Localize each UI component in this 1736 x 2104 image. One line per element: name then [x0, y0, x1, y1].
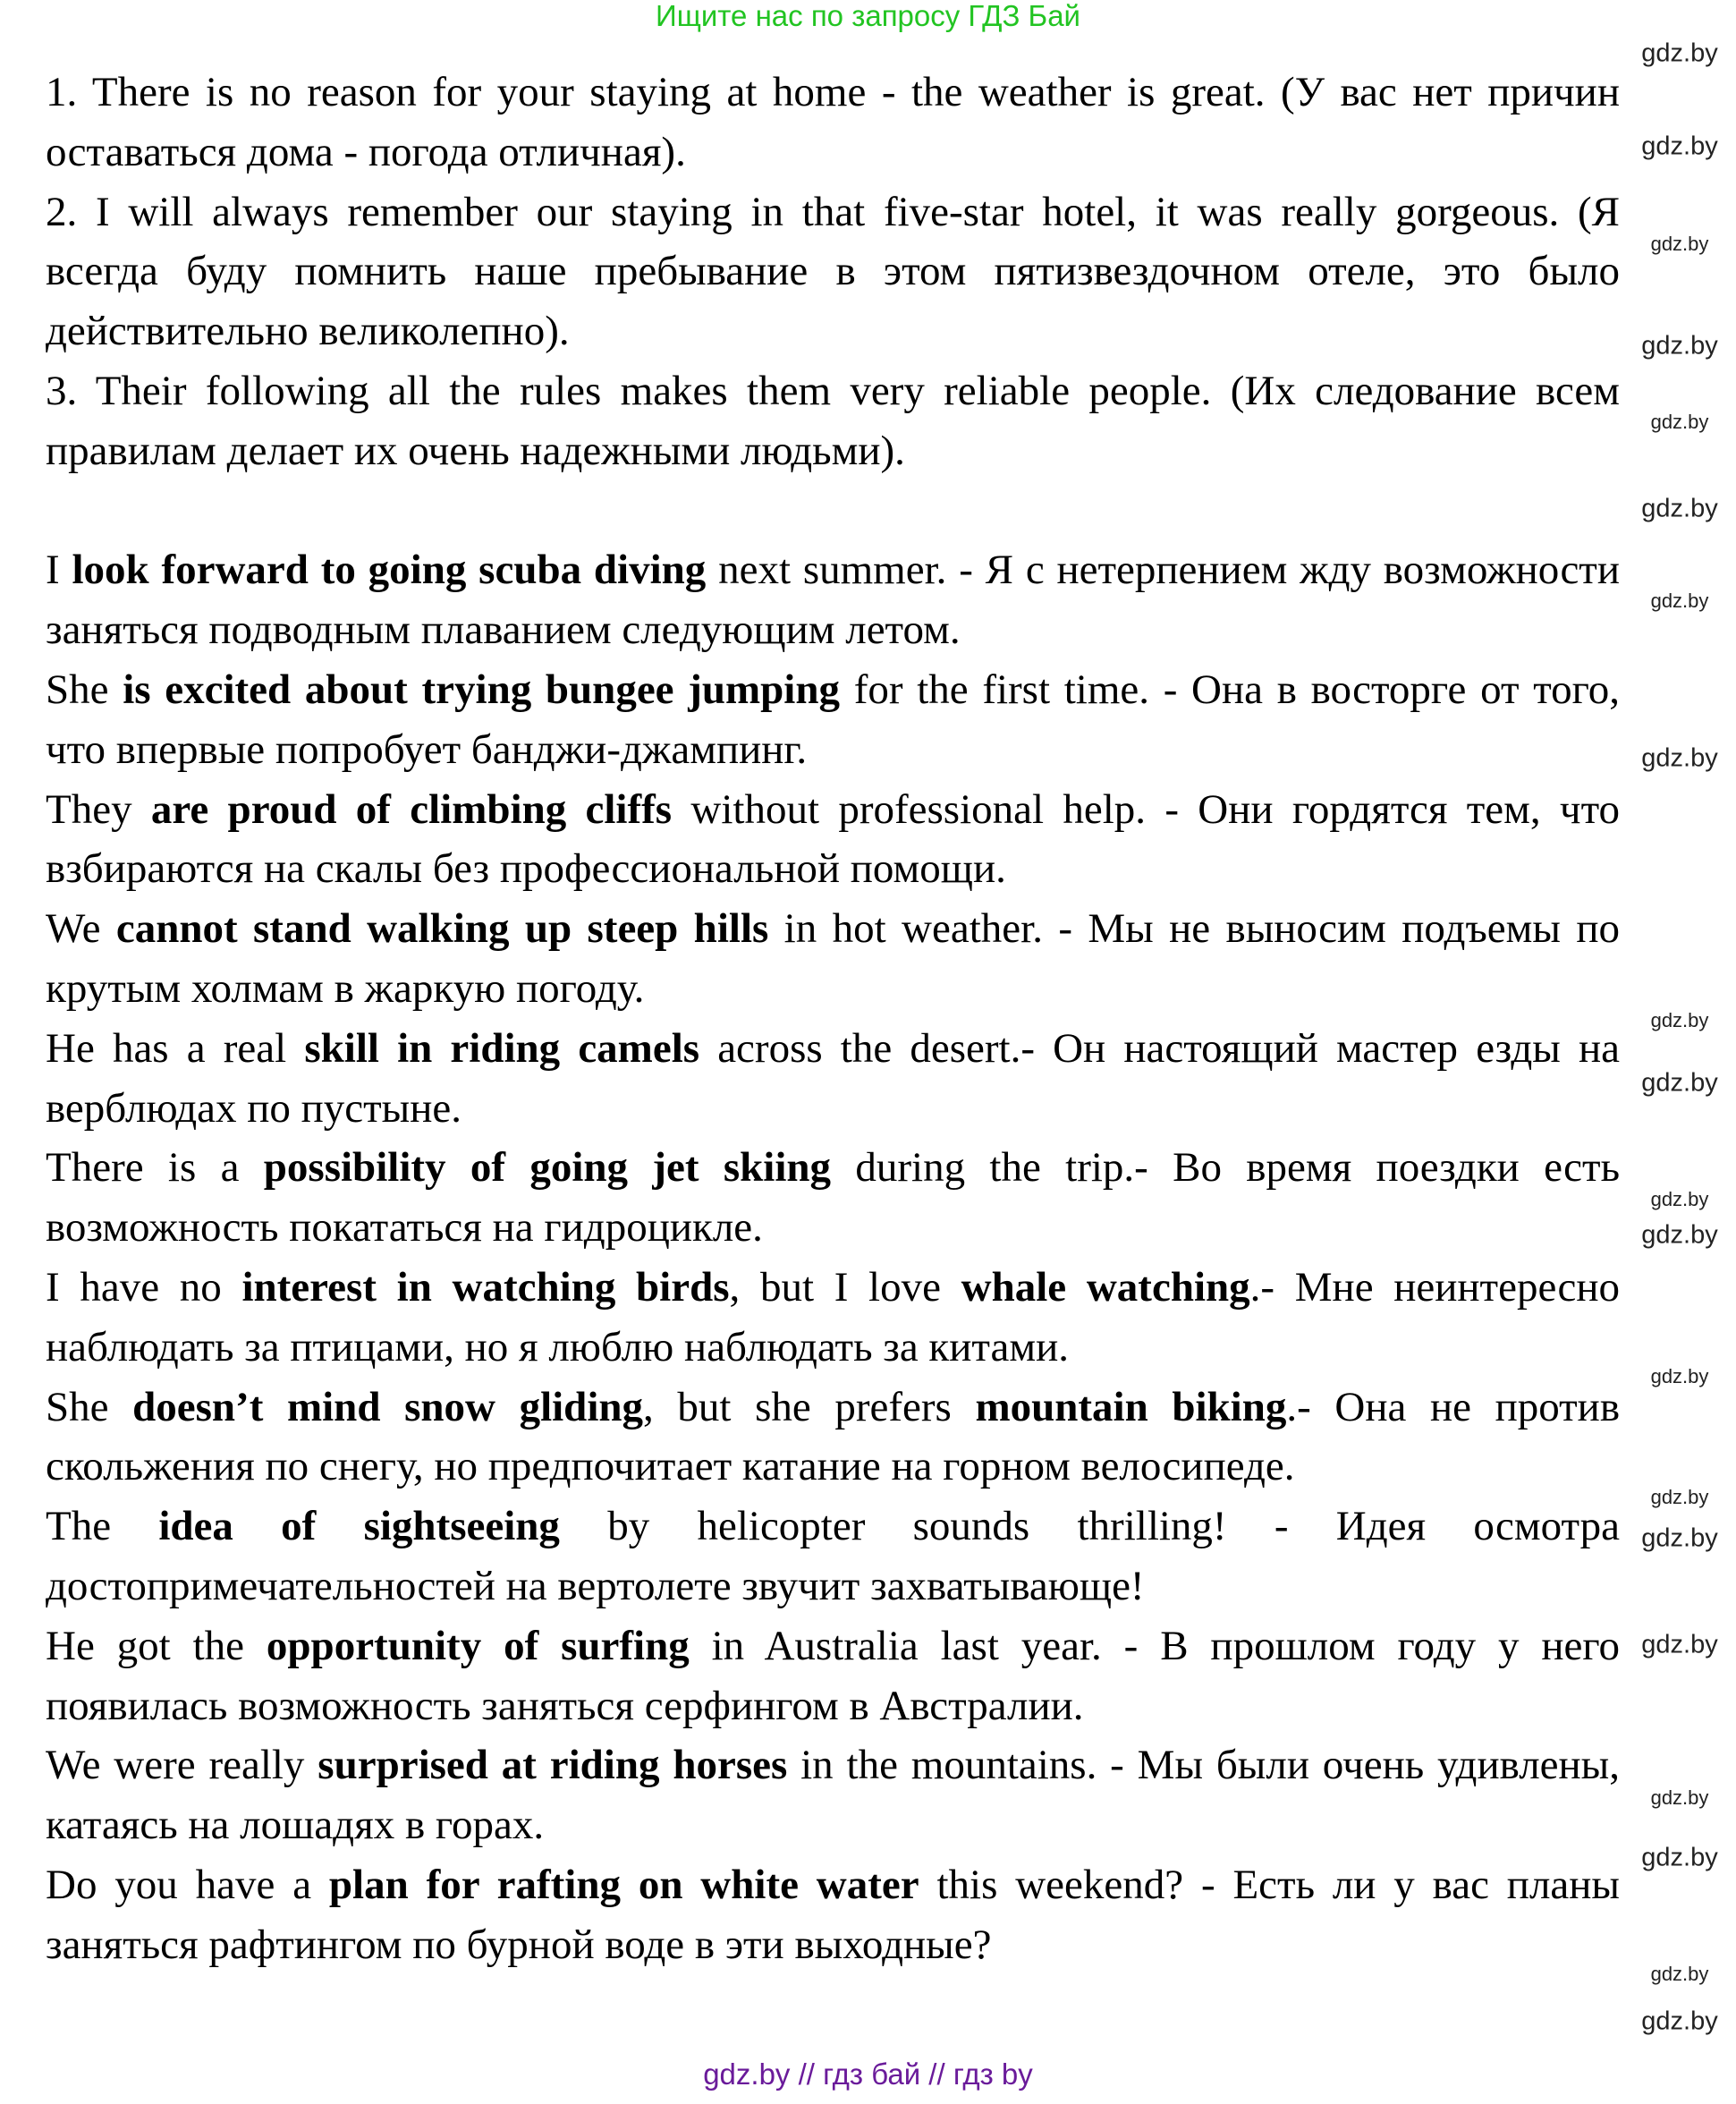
- highlighted-phrase: are proud of climbing cliffs: [150, 785, 673, 833]
- text-segment: He got the: [46, 1622, 267, 1669]
- text-segment: There is a: [46, 1144, 264, 1192]
- text-segment: 1. There is no reason for your staying at home - the weather is great. (У вас нет причин оставаться дома - погода отличная).: [46, 69, 1620, 175]
- search-hint-header: Ищите нас по запросу ГДЗ Бай: [656, 0, 1080, 32]
- text-segment: in hot weather. - Мы не выносим подъемы по крутым холмам в жаркую погоду.: [46, 905, 1620, 1012]
- highlighted-phrase: is excited about trying bungee jumping: [123, 666, 841, 713]
- text-segment: She: [46, 666, 123, 713]
- highlighted-phrase: mountain biking: [975, 1383, 1287, 1430]
- site-footer-link[interactable]: gdz.by // гдз бай // гдз by: [703, 2057, 1033, 2091]
- watermark: gdz.by: [1641, 494, 1718, 523]
- watermark: gdz.by: [1650, 1486, 1709, 1508]
- answer-paragraph: [46, 1378, 1620, 1497]
- highlighted-phrase: plan for rafting on white water: [328, 1861, 919, 1908]
- text-segment: , but she prefers: [643, 1383, 976, 1430]
- text-segment: by helicopter sounds thrilling! - Идея осмотра достопримечательностей на вертолете звучит захватывающе!: [46, 1503, 1620, 1609]
- highlighted-phrase: doesn’t mind snow gliding: [132, 1383, 644, 1430]
- answer-paragraph: [46, 1138, 1620, 1258]
- text-segment: They: [46, 785, 151, 833]
- answer-paragraph: [46, 1616, 1620, 1736]
- watermark: gdz.by: [1641, 1630, 1718, 1659]
- text-segment: in the mountains. - Мы были очень удивлены, катаясь на лошадях в горах.: [46, 1742, 1620, 1849]
- answer-paragraph: [46, 1258, 1620, 1378]
- answer-paragraph: [46, 780, 1620, 900]
- text-segment: , but I love: [729, 1263, 961, 1311]
- answer-paragraph: [46, 660, 1620, 780]
- watermark: gdz.by: [1650, 1365, 1709, 1387]
- highlighted-phrase: look forward to going scuba diving: [72, 547, 707, 594]
- answer-paragraph: [46, 63, 1620, 182]
- watermark: gdz.by: [1650, 1786, 1709, 1809]
- watermark: gdz.by: [1650, 1188, 1709, 1210]
- highlighted-phrase: idea of sightseeing: [158, 1503, 560, 1550]
- text-segment: across the desert.- Он настоящий мастер езды на верблюдах по пустыне.: [46, 1024, 1620, 1132]
- watermark: gdz.by: [1641, 1068, 1718, 1098]
- watermark: gdz.by: [1641, 1220, 1718, 1250]
- watermark: gdz.by: [1641, 743, 1718, 773]
- watermark: gdz.by: [1650, 411, 1709, 433]
- text-segment: Do you have a: [46, 1861, 329, 1908]
- watermark: gdz.by: [1650, 590, 1709, 612]
- text-segment: The: [46, 1503, 159, 1550]
- answer-text: [46, 63, 1620, 1975]
- text-segment: I have no: [46, 1263, 242, 1311]
- highlighted-phrase: opportunity of surfing: [266, 1622, 690, 1669]
- text-segment: We were really: [46, 1742, 318, 1789]
- answer-paragraph: [46, 361, 1620, 481]
- text-segment: this weekend? - Есть ли у вас планы заняться рафтингом по бурной воде в эти выходные?: [46, 1861, 1620, 1968]
- text-segment: 2. I will always remember our staying in that five-star hotel, it was really gorgeous. (Я всегда буду помнить наше пребывание в этом пятизвездочном отеле, это было действительно великолепно).: [46, 188, 1620, 355]
- answer-paragraph: [46, 1855, 1620, 1975]
- text-segment: .- Мне неинтересно наблюдать за птицами, но я люблю наблюдать за китами.: [46, 1263, 1621, 1370]
- watermark: gdz.by: [1641, 331, 1718, 361]
- answer-paragraph: [46, 540, 1620, 660]
- answer-paragraph: [46, 1735, 1620, 1855]
- highlighted-phrase: interest in watching birds: [241, 1263, 730, 1311]
- highlighted-phrase: skill in riding camels: [304, 1024, 700, 1072]
- answer-paragraph: [46, 899, 1620, 1019]
- text-segment: I: [46, 547, 72, 594]
- highlighted-phrase: surprised at riding horses: [318, 1742, 788, 1789]
- text-segment: next summer. - Я с нетерпением жду возможности заняться подводным плаванием следующим летом.: [46, 547, 1620, 654]
- watermark: gdz.by: [1650, 233, 1709, 255]
- highlighted-phrase: whale watching: [961, 1263, 1250, 1311]
- text-segment: without professional help. - Они гордятся тем, что взбираются на скалы без профессиональной помощи.: [46, 785, 1620, 893]
- watermark: gdz.by: [1641, 1843, 1718, 1872]
- highlighted-phrase: possibility of going jet skiing: [263, 1144, 832, 1192]
- watermark: gdz.by: [1641, 38, 1718, 68]
- text-segment: during the trip.- Во время поездки есть возможность покататься на гидроцикле.: [46, 1144, 1621, 1251]
- watermark: gdz.by: [1650, 1009, 1709, 1031]
- watermark: gdz.by: [1641, 1523, 1718, 1553]
- answer-paragraph: [46, 1019, 1620, 1139]
- text-segment: She: [46, 1383, 133, 1430]
- text-segment: in Australia last year. - В прошлом году у него появилась возможность заняться серфингом в Австралии.: [46, 1622, 1620, 1729]
- highlighted-phrase: cannot stand walking up steep hills: [115, 905, 769, 953]
- text-segment: He has a real: [46, 1024, 305, 1072]
- watermark: gdz.by: [1650, 1963, 1709, 1985]
- text-segment: .- Она не против скольжения по снегу, но предпочитает катание на горном велосипеде.: [46, 1383, 1621, 1490]
- text-segment: 3. Their following all the rules makes them very reliable people. (Их следование всем правилам делает их очень надежными людьми).: [46, 367, 1620, 474]
- watermark: gdz.by: [1641, 132, 1718, 161]
- text-segment: We: [46, 905, 116, 953]
- text-segment: for the first time. - Она в восторге от того, что впервые попробует банджи-джампинг.: [46, 666, 1621, 773]
- answer-paragraph: [46, 1497, 1620, 1616]
- answer-paragraph: [46, 182, 1620, 361]
- watermark: gdz.by: [1641, 2006, 1718, 2036]
